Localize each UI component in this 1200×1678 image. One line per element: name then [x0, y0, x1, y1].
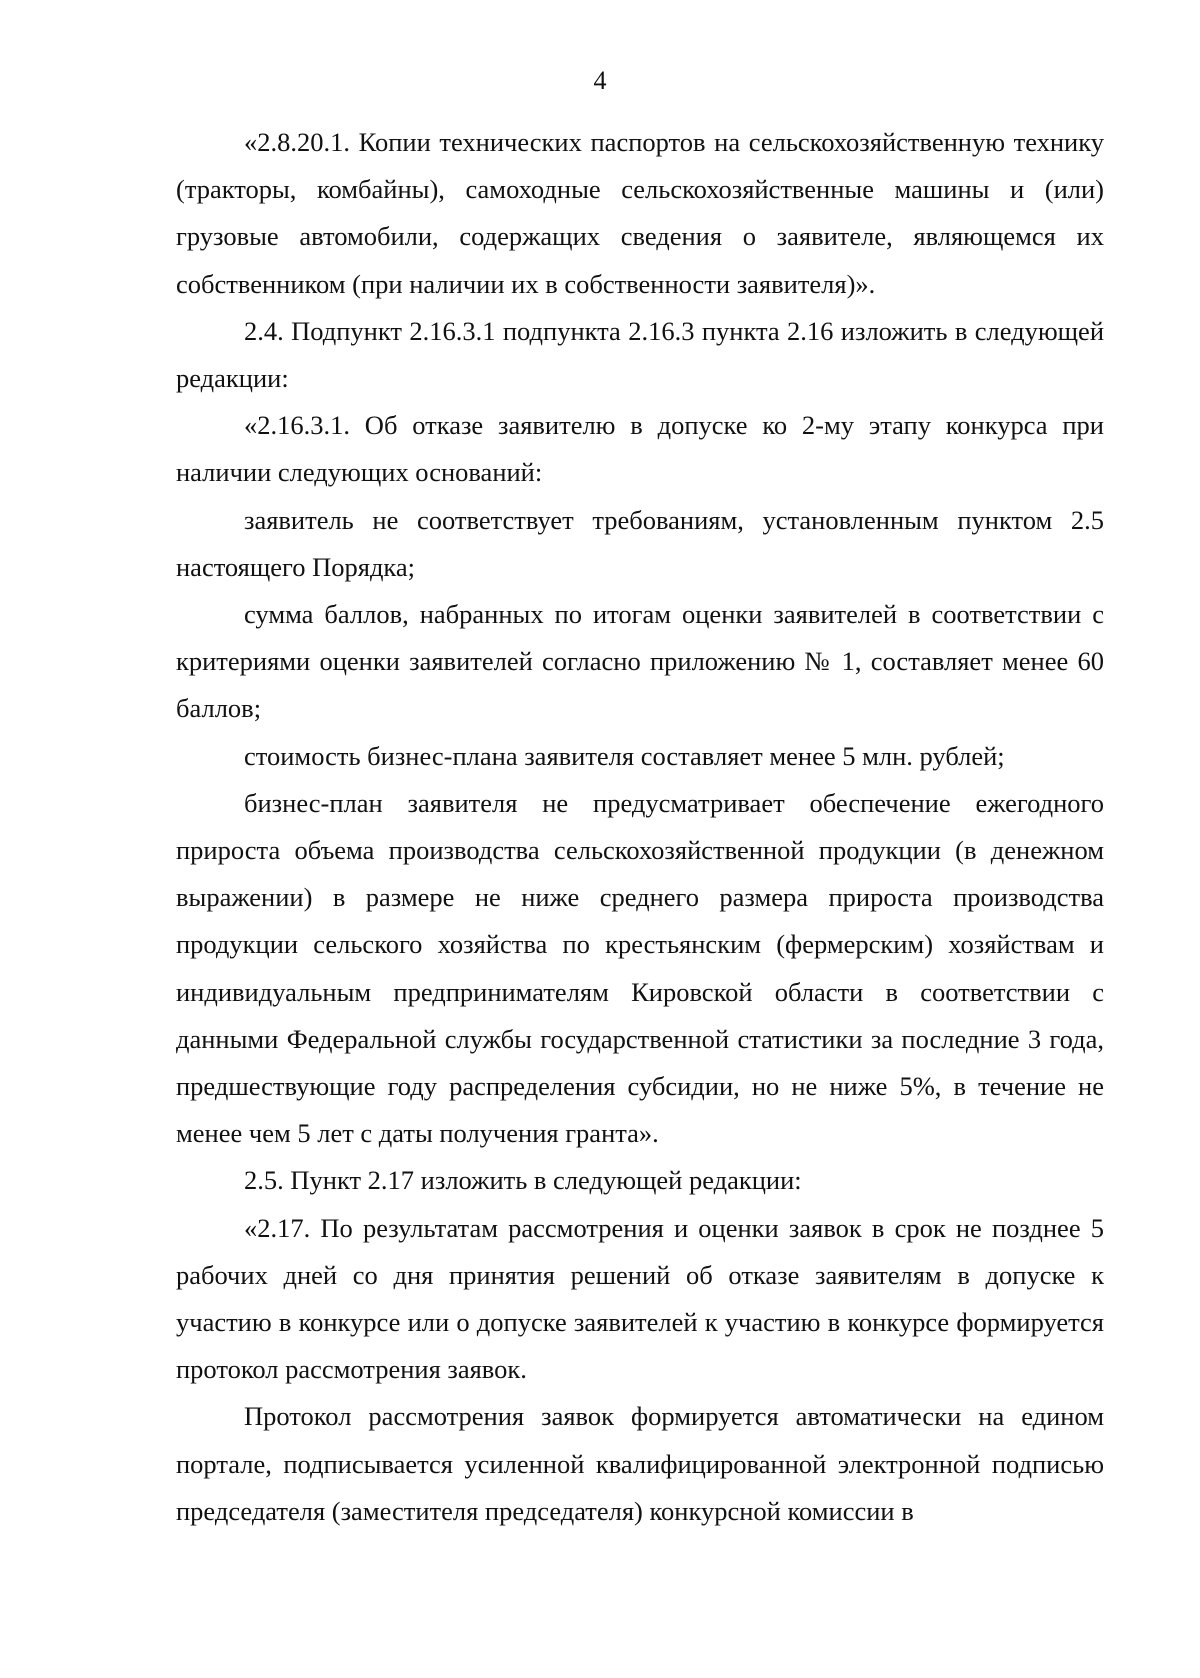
paragraph-protocol: Протокол рассмотрения заявок формируется автоматически на едином портале, подписывается усиленной квалифицированной электронной подписью председателя (заместителя председателя) конкурсной комиссии в	[176, 1401, 1104, 1526]
paragraph-2-5-amendment: 2.5. Пункт 2.17 изложить в следующей редакции:	[244, 1165, 802, 1196]
paragraph-2-17: «2.17. По результатам рассмотрения и оценки заявок в срок не позднее 5 рабочих дней со дня принятия решений об отказе заявителям в допуске к участию в конкурсе или о допуске заявителей к участию в конкурсе формируется протокол рассмотрения заявок.	[176, 1212, 1104, 1385]
page-number: 4	[593, 66, 607, 95]
paragraph-ground-requirements: заявитель не соответствует требованиям, установленным пунктом 2.5 настоящего Порядка;	[176, 504, 1104, 582]
paragraph-2-4-amendment: 2.4. Подпункт 2.16.3.1 подпункта 2.16.3 пункта 2.16 изложить в следующей редакции:	[176, 315, 1104, 394]
paragraph-2-16-3-1: «2.16.3.1. Об отказе заявителю в допуске ко 2-му этапу конкурса при наличии следующих оснований:	[176, 410, 1104, 488]
paragraph-2-8-20-1: «2.8.20.1. Копии технических паспортов на сельскохозяйственную технику (тракторы, комбайны), самоходные сельскохозяйственные машины и (или) грузовые автомобили, содержащих сведения о заявителе, являющемся их собственником (при наличии их в собственности заявителя)».	[176, 127, 1104, 299]
paragraph-ground-cost: стоимость бизнес-плана заявителя составляет менее 5 млн. рублей;	[244, 740, 1005, 771]
paragraph-ground-growth: бизнес-план заявителя не предусматривает обеспечение ежегодного прироста объема производства сельскохозяйственной продукции (в денежном выражении) в размере не ниже среднего размера прироста производства продукции сельского хозяйства по крестьянским (фермерским) хозяйствам и индивидуальным предпринимателям Кировской области в соответствии с данными Федеральной службы государственной статистики за последние 3 года, предшествующие году распределения субсидии, но не ниже 5%, в течение не менее чем 5 лет с даты получения гранта».	[176, 787, 1104, 1149]
paragraph-ground-score: сумма баллов, набранных по итогам оценки заявителей в соответствии с критериями оценки заявителей согласно приложению № 1, составляет менее 60 баллов;	[176, 599, 1104, 724]
document-body	[176, 119, 1104, 1535]
